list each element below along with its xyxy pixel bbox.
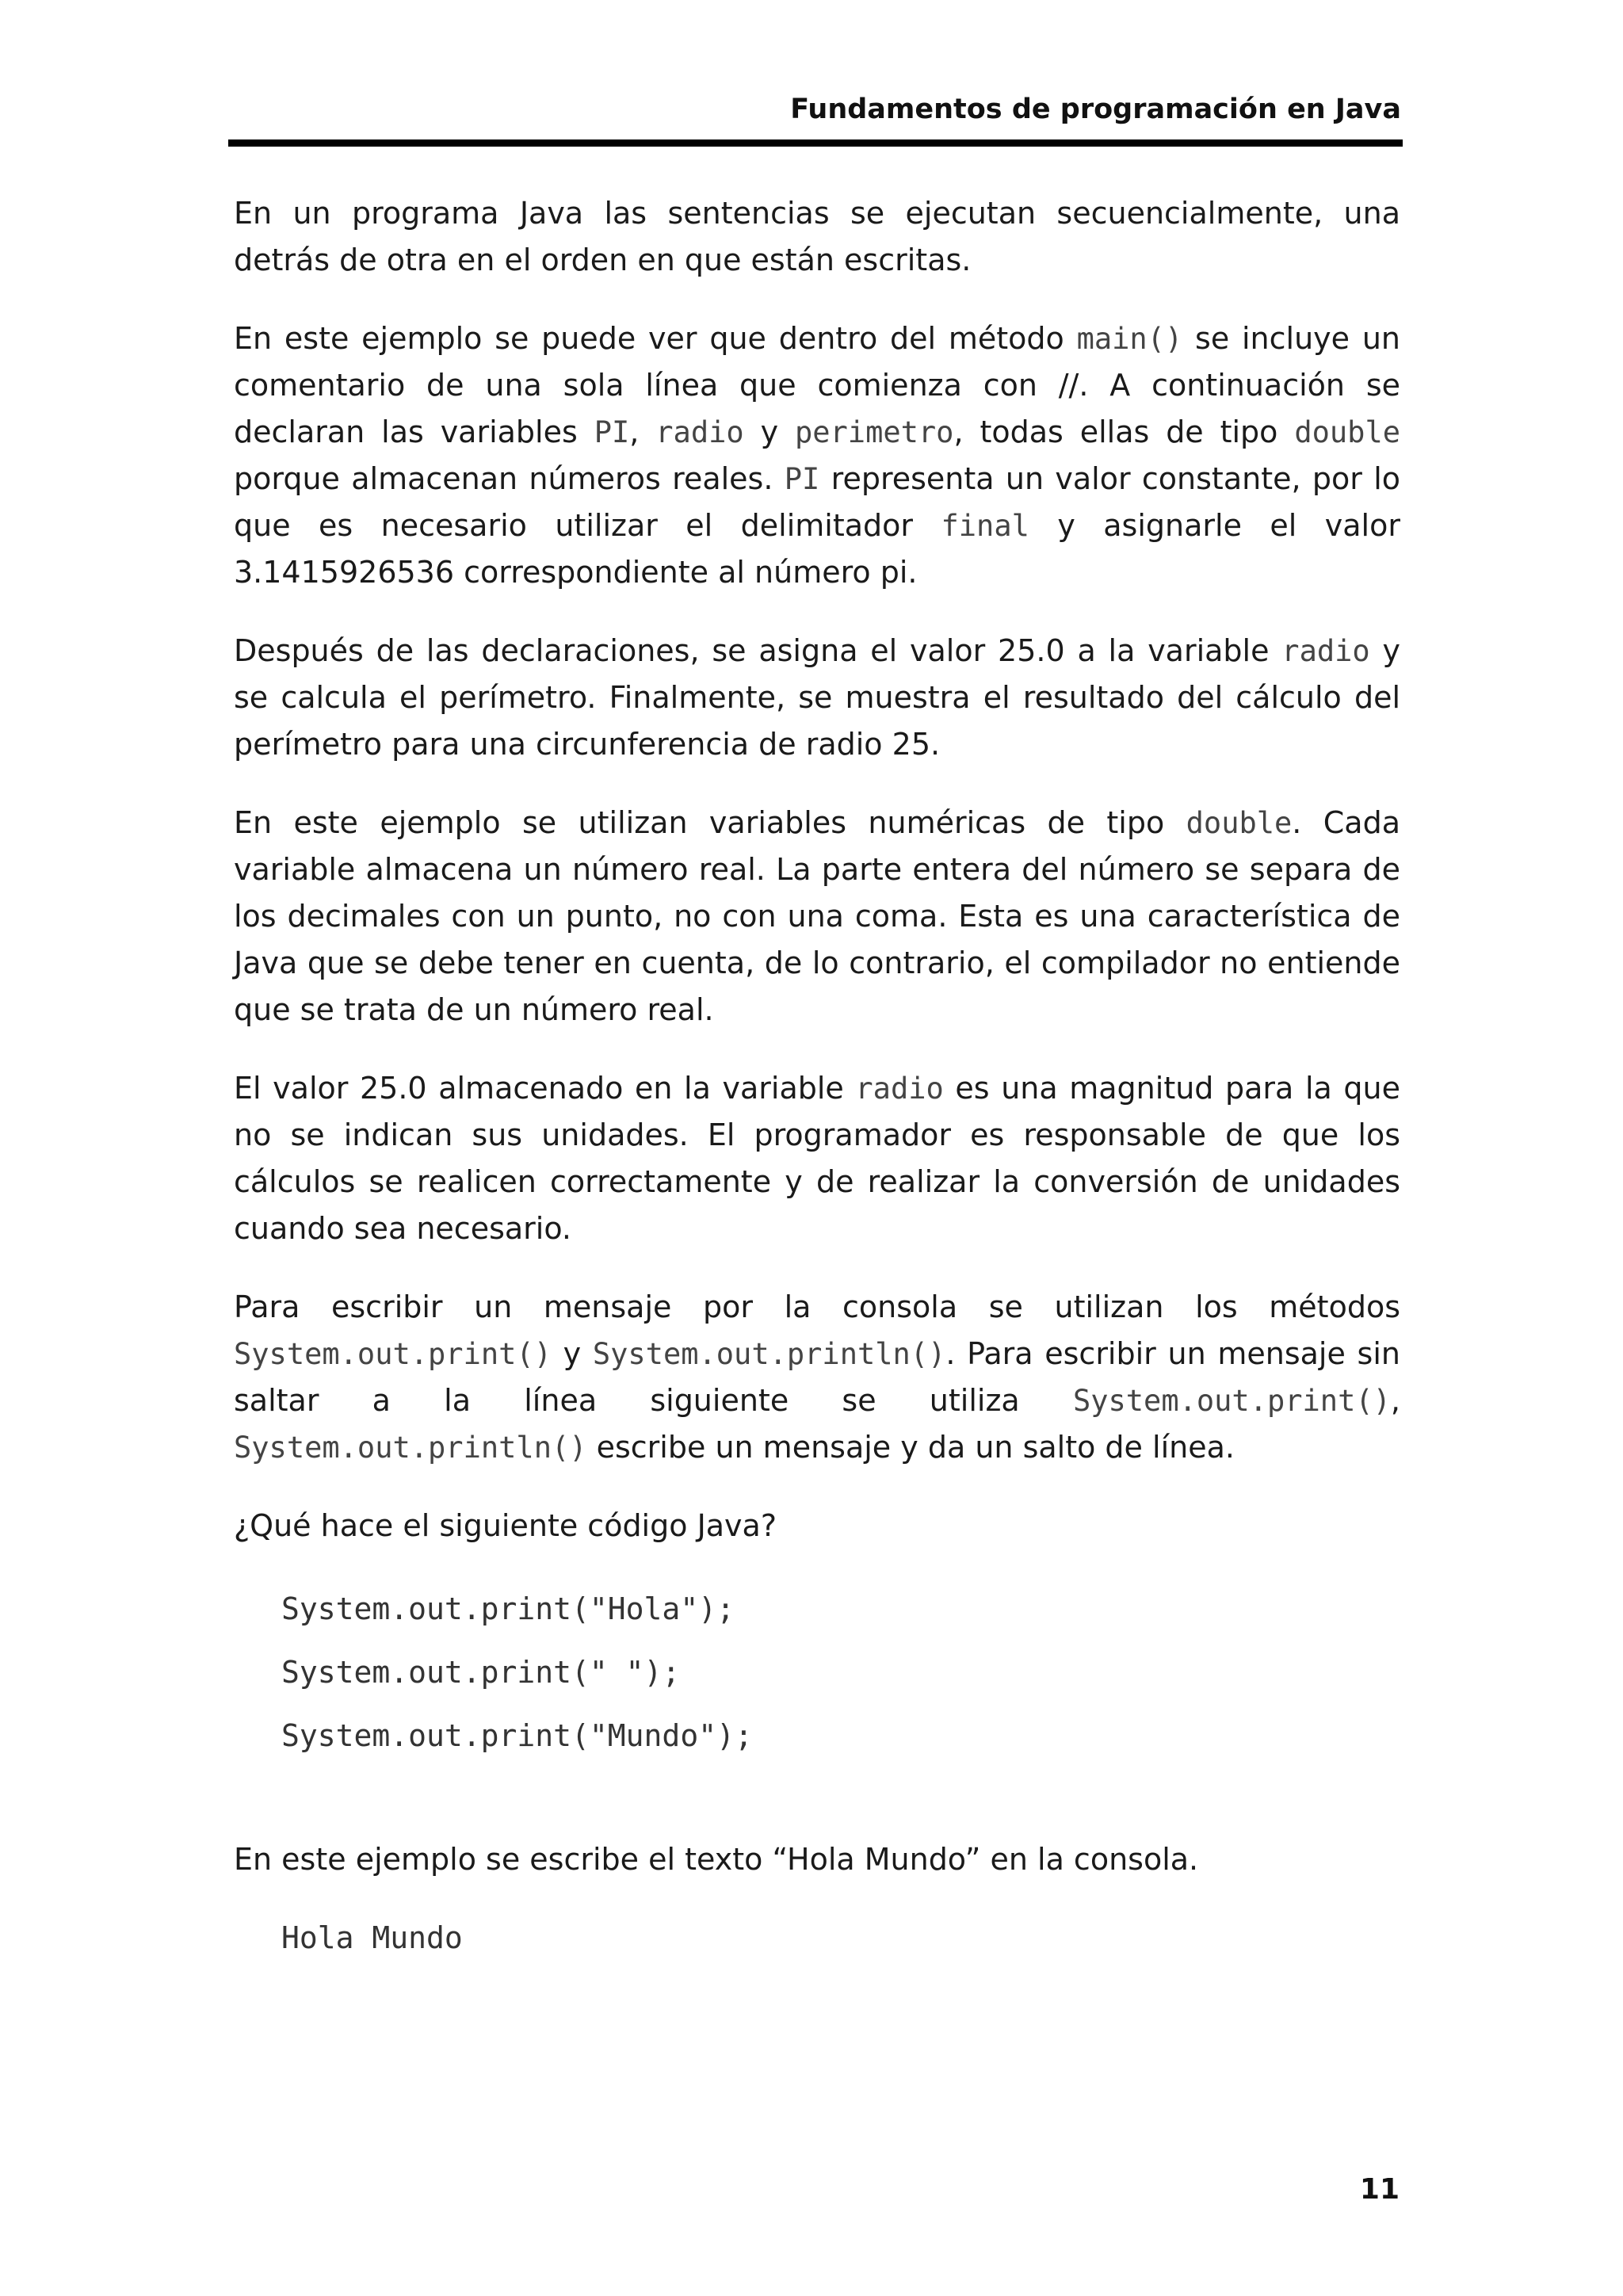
text-run: En este ejemplo se puede ver que dentro del método [234,321,1077,356]
code-radio: radio [855,1072,944,1106]
code-pi: PI [784,462,820,496]
paragraph-6 [234,1284,1400,1471]
code-perimetro: perimetro [794,415,954,449]
code-double: double [1186,806,1293,840]
paragraph-2 [234,315,1400,596]
code-double: double [1294,415,1400,449]
code-radio: radio [655,415,744,449]
text-run: , todas ellas de tipo [953,415,1295,449]
body-content [234,190,1400,1962]
text-run: porque almacenan números reales. [234,461,785,496]
text-run: Para escribir un mensaje por la consola se utilizan los métodos [234,1289,1400,1324]
paragraph-7: ¿Qué hace el siguiente código Java? [234,1508,777,1543]
code-main: main() [1076,322,1183,356]
text-run: . Cada variable almacena un número real. La parte entera del número se separa de los decimales con un punto, no con una coma. Esta es una característica de Java que se debe tener en cuenta, de lo contrario, el compilador no entiende que se trata de un número real. [234,805,1400,1027]
code-line: System.out.print(" "); [281,1655,681,1690]
paragraph-4 [234,800,1400,1033]
paragraph-5 [234,1065,1400,1252]
text-run: En este ejemplo se utilizan variables numéricas de tipo [234,805,1186,840]
console-output: Hola Mundo [281,1920,463,1955]
code-print: System.out.print() [1072,1384,1391,1418]
code-radio: radio [1281,634,1370,668]
text-run: y [743,415,795,449]
text-run: , [629,415,656,449]
code-line: System.out.print("Hola"); [281,1591,735,1626]
text-run: representa un valor constante, por lo que es necesario utilizar el delimitador [234,461,1401,543]
code-println: System.out.println() [234,1431,587,1465]
running-header: Fundamentos de programación en Java [790,94,1401,125]
text-run: . Para escribir un mensaje sin saltar a la línea siguiente se utiliza [234,1336,1400,1418]
code-line: System.out.print("Mundo"); [281,1718,753,1753]
code-final: final [941,509,1029,543]
code-block [281,1587,1400,1757]
text-run: , [1390,1383,1400,1418]
paragraph-3 [234,628,1400,768]
text-run: escribe un mensaje y da un salto de línea. [586,1430,1235,1465]
page-number: 11 [1359,2173,1400,2206]
code-print: System.out.print() [234,1337,552,1371]
text-run: El valor 25.0 almacenado en la variable [234,1071,856,1106]
paragraph-1: En un programa Java las sentencias se ejecutan secuencialmente, una detrás de otra en el orden en que están escritas. [234,196,1400,277]
header-rule [228,139,1403,147]
text-run: y asignarle el valor 3.1415926536 correspondiente al número pi. [234,508,1400,590]
code-pi: PI [594,415,630,449]
text-run: y [551,1336,593,1371]
text-run: es una magnitud para la que no se indican sus unidades. El programador es responsable de que los cálculos se realicen correctamente y de realizar la conversión de unidades cuando sea necesario. [234,1071,1400,1246]
text-run: Después de las declaraciones, se asigna el valor 25.0 a la variable [234,633,1282,668]
text-run: se incluye un comentario de una sola línea que comienza con //. A continuación se declaran las variables [234,321,1401,449]
text-run: y se calcula el perímetro. Finalmente, se muestra el resultado del cálculo del perímetro para una circunferencia de radio 25. [234,633,1400,762]
paragraph-8: En este ejemplo se escribe el texto “Hola Mundo” en la consola. [234,1842,1199,1877]
code-println: System.out.println() [592,1337,946,1371]
